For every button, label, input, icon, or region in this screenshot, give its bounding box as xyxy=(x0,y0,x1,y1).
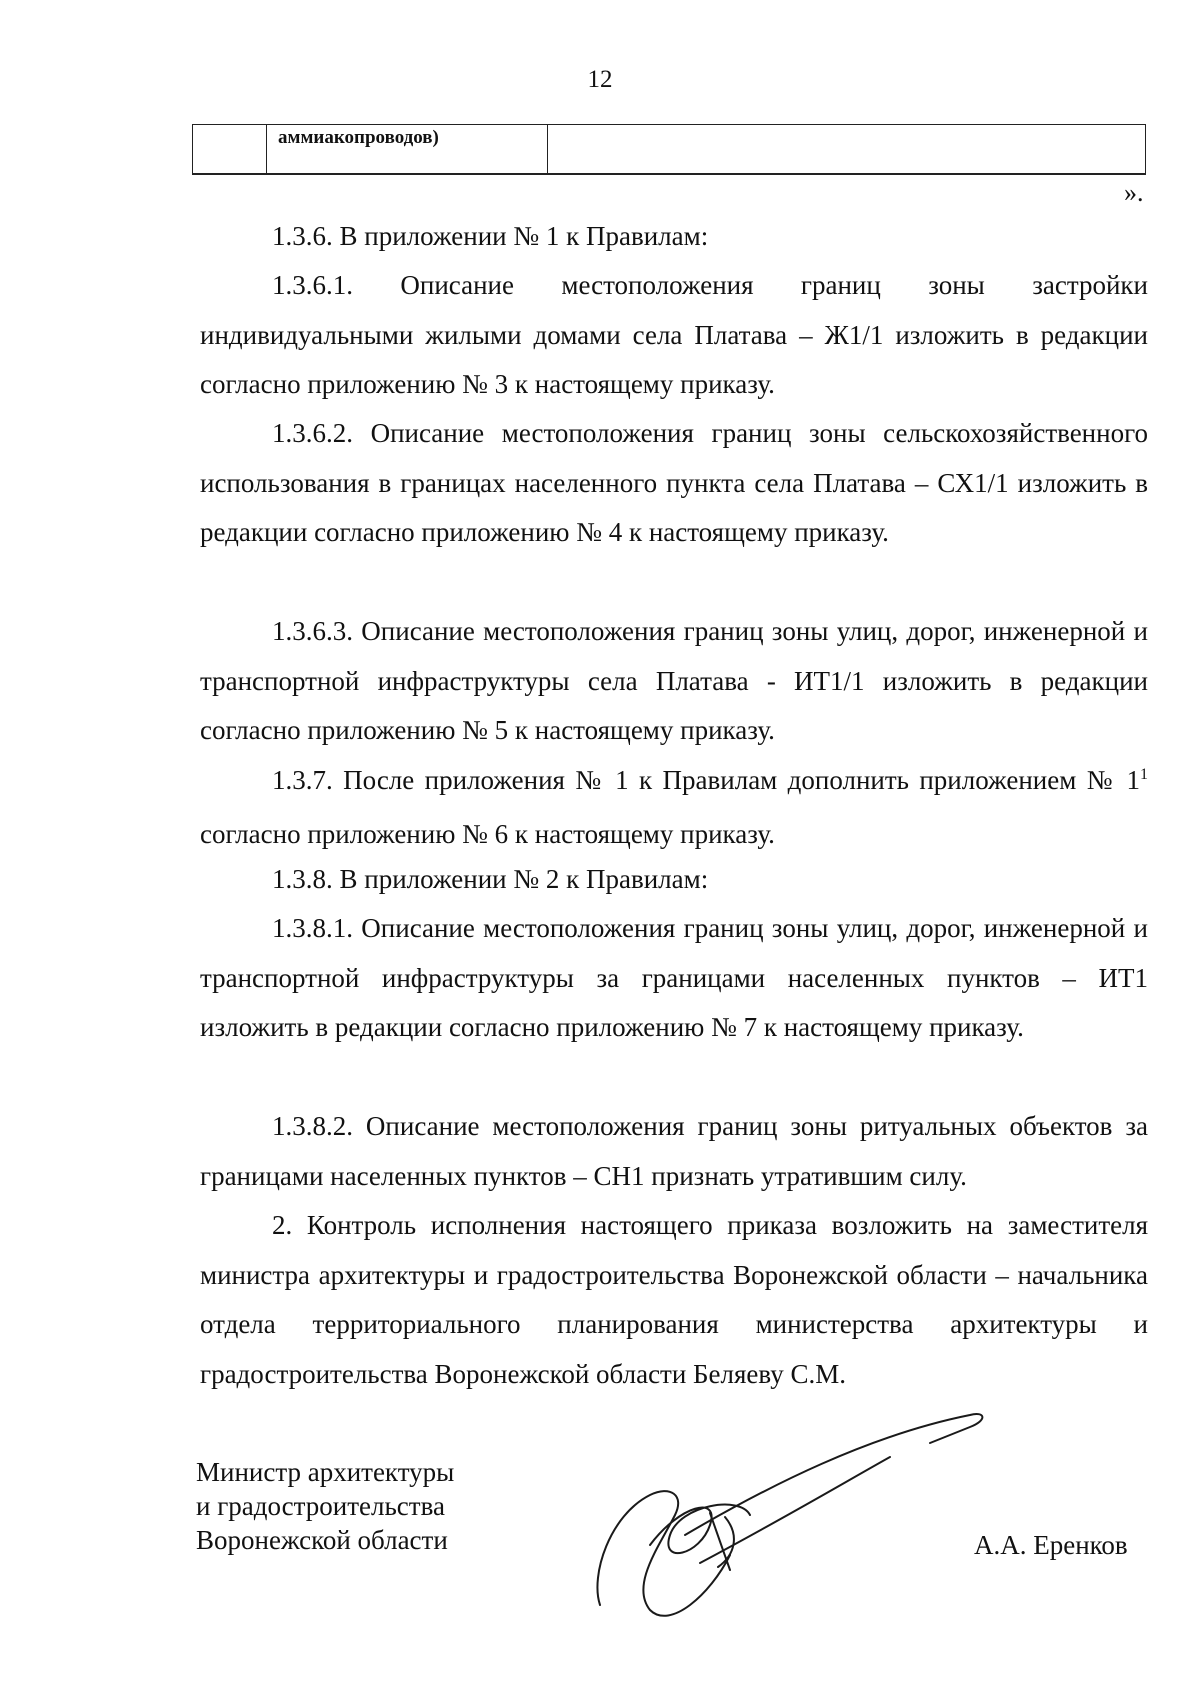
paragraph-1-3-6: 1.3.6. В приложении № 1 к Правилам: xyxy=(272,221,709,251)
paragraph-1-3-8-2: 1.3.8.2. Описание местоположения границ зоны ритуальных объектов за границами населенных пунктов – СН1 признать утратившим силу. xyxy=(200,1111,1148,1191)
table-column-divider xyxy=(266,124,267,174)
signer-name: А.А. Еренков xyxy=(974,1530,1128,1560)
signature-title-line: Министр архитектуры xyxy=(196,1457,455,1487)
paragraph-1-3-8-1: 1.3.8.1. Описание местоположения границ зоны улиц, дорог, инженерной и транспортной инфраструктуры за границами населенных пунктов – ИТ1 изложить в редакции согласно приложению № 7 к настоящему приказу. xyxy=(200,913,1148,1042)
table-bottom-border xyxy=(192,173,1146,175)
signature-title-block xyxy=(196,1455,454,1557)
paragraph-1-3-8: 1.3.8. В приложении № 2 к Правилам: xyxy=(272,864,709,894)
signature-title-line: и градостроительства xyxy=(196,1491,445,1521)
signature-title-line: Воронежской области xyxy=(196,1525,448,1555)
paragraph-1-3-7 xyxy=(200,756,1148,859)
paragraph-1-3-6-1: 1.3.6.1. Описание местоположения границ зоны застройки индивидуальными жилыми домами села Платава – Ж1/1 изложить в редакции согласно приложению № 3 к настоящему приказу. xyxy=(200,270,1148,399)
paragraph-1-3-7-text-end: согласно приложению № 6 к настоящему приказу. xyxy=(200,818,775,849)
table-fragment xyxy=(192,124,1146,174)
page-number: 12 xyxy=(587,66,613,93)
paragraph-1-3-6-2: 1.3.6.2. Описание местоположения границ зоны сельскохозяйственного использования в границах населенного пункта села Платава – СХ1/1 изложить в редакции согласно приложению № 4 к настоящему приказу. xyxy=(200,418,1148,547)
table-column-divider xyxy=(1145,124,1146,174)
table-column-divider xyxy=(547,124,548,174)
table-column-divider xyxy=(192,124,193,174)
closing-quote: ». xyxy=(1124,178,1144,207)
table-cell-text: аммиакопроводов) xyxy=(278,127,439,148)
paragraph-1-3-6-3: 1.3.6.3. Описание местоположения границ зоны улиц, дорог, инженерной и транспортной инфраструктуры села Платава - ИТ1/1 изложить в редакции согласно приложению № 5 к настоящему приказу. xyxy=(200,616,1148,745)
table-top-border xyxy=(192,124,1146,125)
superscript: 1 xyxy=(1140,766,1148,783)
handwritten-signature xyxy=(590,1395,990,1635)
paragraph-2: 2. Контроль исполнения настоящего приказа возложить на заместителя министра архитектуры и градостроительства Воронежской области – начальника отдела территориального планирования министерства архитектуры и градостроительства Воронежской области Беляеву С.М. xyxy=(200,1210,1148,1389)
paragraph-1-3-7-text-start: 1.3.7. После приложения № 1 к Правилам дополнить приложением № 1 xyxy=(272,765,1140,795)
